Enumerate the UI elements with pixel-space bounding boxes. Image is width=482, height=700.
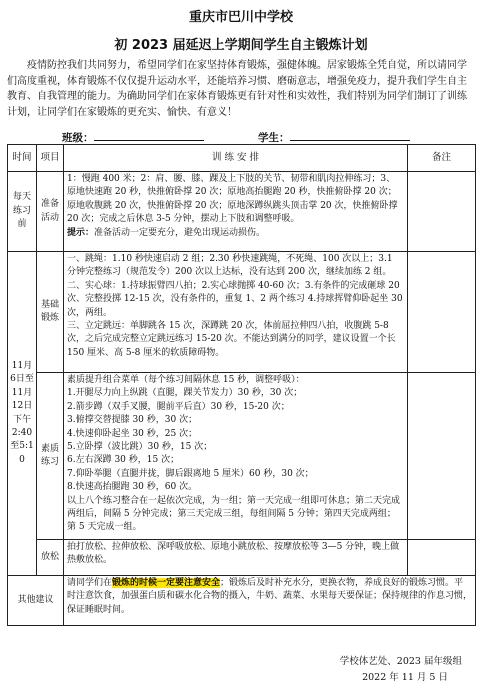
- relax-note: [408, 540, 476, 576]
- quality-line: 7.仰卧举腿（直腿并拢，脚后跟离地 5 厘米）60 秒，30 次；: [67, 468, 314, 479]
- relax-item: 放松: [37, 540, 64, 576]
- header-content: 训 练 安 排: [64, 145, 408, 172]
- warmup-tip-label: 提示：: [67, 227, 95, 238]
- quality-item: 素质练习: [37, 373, 64, 540]
- warmup-item: 准备活动: [37, 172, 64, 252]
- school-name: 重庆市巴川中学校: [188, 10, 293, 25]
- relax-content: 拍打放松、拉伸放松、深呼吸放松、原地小跳放松、按摩放松等 3—5 分钟，晚上做热敷放松。: [64, 540, 408, 576]
- quality-line: 3.俯撑交替提膝 30 秒，30 次；: [67, 415, 198, 426]
- quality-line: 6.左右深蹲 30 秒，15 次；: [67, 455, 180, 466]
- basic-ball: 二、实心球：1.持球振臂四八拍；2.实心球抛掷 40-60 次；3.有条件的完成砸球 20 次、完整投掷 12-15 次，没有条件的，重复 1、2 两个练习 4.持球挥臂仰卧起坐 30 次，两组。: [67, 280, 403, 318]
- advice-rest: ；锻炼后及时补充水分，更换衣物，养成良好的锻炼习惯。平时注意饮食，加强蛋白质和碳水化合物的摄入，牛奶、蔬菜、水果每天要保证；保持规律的作息习惯，保证睡眠时间。: [67, 578, 473, 615]
- advice-item: 其他建议: [8, 576, 64, 626]
- period-time: 11月6日至11月12日下午2:40至5:10: [8, 252, 37, 576]
- quality-line: 以上八个练习整合在一起依次完成，为一组；第一天完成一组即可休息；第二天完成两组后，间隔 5 分钟完成；第三天完成三组，每组间隔 5 分钟；第四天完成两组；第 5 天完成一组。: [67, 495, 401, 533]
- student-field: [258, 130, 410, 145]
- header-time: 时间: [8, 145, 37, 172]
- warmup-time: 每天练习前: [8, 172, 37, 252]
- quality-note: [408, 373, 476, 540]
- header-item: 项目: [37, 145, 64, 172]
- training-plan-table: [7, 144, 476, 626]
- basic-content: [64, 252, 408, 373]
- quality-content: [64, 373, 408, 540]
- class-label: 班级：: [62, 132, 94, 144]
- quality-line: 8.快速高抬腿跑 30 秒，60 次。: [67, 482, 198, 493]
- basic-jump: 三、立定跳远：单脚跳各 15 次，深蹲跳 20 次，体前屈拉伸四八拍，收腹跳 5-8 次，之后完成完整立定跳远练习 15-20 次。不能达到满分的同学，建议设置一个长 150 厘米、高 5-8 厘米的软质障碍物。: [67, 321, 396, 358]
- quality-line: 1.开腿尽力向上纵跳（直腿，踝关节发力）30 秒，30 次；: [67, 388, 303, 399]
- quality-line: 4.快速仰卧起坐 30 秒，25 次；: [67, 428, 198, 439]
- table-row-quality: [8, 373, 476, 540]
- warmup-text: 1：慢跑 400 米；2：肩、腰、膝、踝及上下肢的关节、韧带和肌肉拉伸练习；3、原地快速跑 20 秒，快推俯卧撑 20 次；原地高抬腿跑 20 秒，快推俯卧撑 20 次；原地收腹跳 20 次，快推俯卧撑 20 次；原地深蹲纵跳头顶击掌 20 次，快推俯卧撑 20 次；完成之后休息 3-5 分钟，摆动上下肢和调整呼吸。: [67, 174, 398, 225]
- advice-highlight: 锻炼的时候一定要注意安全: [112, 578, 221, 588]
- footer-date: 2022 年 11 月 5 日: [362, 672, 448, 683]
- table-header-row: [8, 145, 476, 172]
- table-row-advice: [8, 576, 476, 626]
- student-label: 学生：: [258, 132, 290, 144]
- intro-paragraph: 疫情防控我们共同努力，希望同学们在家坚持体育锻炼，强健体魄。居家锻炼全凭自觉，所以请同学们高度重视，体育锻炼不仅仅提升运动水平，还能培养习惯、磨砺意志，增强免疫力，提升我们学生自主教育、自我管理的能力。为确助同学们在家体育锻炼更有针对性和实效性，我们特别为同学们制订了训练计划，让同学们在家锻炼的更充实、愉快、有意义！: [7, 60, 467, 118]
- basic-rope: 一、跳绳：1.10 秒快速启动 2 组；2.30 秒快速跳绳，不死绳、100 次以上；3.1 分钟完整练习（规范发令）200 次以上达标，没有达到 200 次，继续加练 2 组。: [67, 254, 393, 278]
- basic-item: 基础锻炼: [37, 252, 64, 373]
- quality-line: 5.立卧撑（波比跳）30 秒，15 次；: [67, 442, 213, 453]
- header-note: 备注: [408, 145, 476, 172]
- warmup-note: [408, 172, 476, 252]
- advice-prefix: 请同学们在: [67, 578, 113, 588]
- plan-title: 初 2023 届延迟上学期间学生自主锻炼计划: [114, 38, 368, 53]
- footer-org: 学校体艺处、2023 届年级组: [339, 656, 462, 667]
- quality-line: 素质提升组合菜单（每个练习间隔休息 15 秒，调整呼吸）：: [67, 375, 305, 385]
- advice-content: [64, 576, 476, 626]
- quality-line: 2.箭步蹲（双手叉腰，腿前平后直）30 秒，15-20 次；: [67, 401, 290, 412]
- table-row-basic: [8, 252, 476, 373]
- warmup-content: [64, 172, 408, 252]
- class-field: [62, 130, 204, 145]
- basic-note: [408, 252, 476, 373]
- warmup-tip: 准备活动一定要充分，避免出现运动损伤。: [94, 227, 266, 238]
- student-blank-line: [290, 130, 410, 141]
- table-row-warmup: [8, 172, 476, 252]
- class-blank-line: [94, 130, 204, 141]
- table-row-relax: [8, 540, 476, 576]
